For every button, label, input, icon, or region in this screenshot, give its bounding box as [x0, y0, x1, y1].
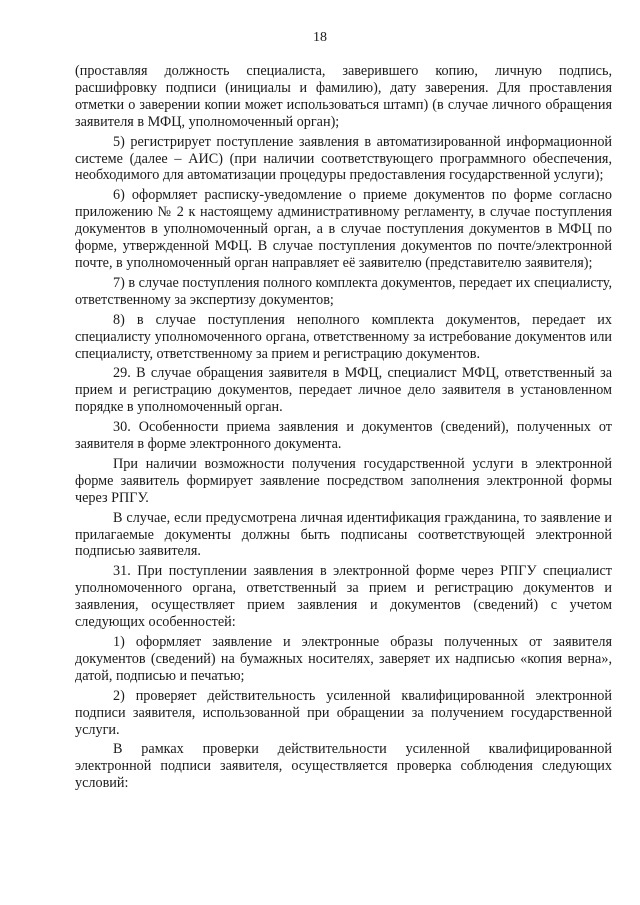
paragraph-signature-check: В рамках проверки действительности усиленной квалифицированной электронной подписи заявителя, осуществляется проверка соблюдения следующих условий:	[75, 741, 612, 792]
paragraph-subitem-1: 1) оформляет заявление и электронные образы полученных от заявителя документов (сведений) на бумажных носителях, заверяет их надписью «копия верна», датой, подписью и печатью;	[75, 634, 612, 684]
paragraph-electronic-form: При наличии возможности получения государственной услуги в электронной форме заявитель формирует заявление посредством заполнения электронной формы через РПГУ.	[75, 455, 612, 506]
paragraph-item-7: 7) в случае поступления полного комплекта документов, передает их специалисту, ответственному за экспертизу документов;	[75, 274, 612, 308]
paragraph-clause-30: 30. Особенности приема заявления и документов (сведений), полученных от заявителя в форме электронного документа.	[75, 419, 612, 453]
paragraph-continuation: (проставляя должность специалиста, заверившего копию, личную подпись, расшифровку подписи (инициалы и фамилию), дату заверения. Для проставления отметки о заверении копии может использоваться штамп) (в случае личного обращения заявителя в МФЦ, уполномоченный орган);	[75, 63, 612, 130]
paragraph-identification: В случае, если предусмотрена личная идентификация гражданина, то заявление и прилагаемые документы должны быть подписаны соответствующей электронной подписью заявителя.	[75, 509, 612, 560]
paragraph-clause-31: 31. При поступлении заявления в электронной форме через РПГУ специалист уполномоченного органа, ответственный за прием и регистрацию документов и заявления, осуществляет прием заявления и документов (сведений) с учетом следующих особенностей:	[75, 563, 612, 631]
paragraph-subitem-2: 2) проверяет действительность усиленной квалифицированной электронной подписи заявителя, использованной при обращении за получением государственной услуги.	[75, 687, 612, 738]
paragraph-item-8: 8) в случае поступления неполного комплекта документов, передает их специалисту уполномоченного органа, ответственному за истребование документов или специалисту, ответственному за прием и регистрацию документов.	[75, 311, 612, 362]
paragraph-item-6: 6) оформляет расписку-уведомление о приеме документов по форме согласно приложению № 2 к настоящему административному регламенту, в случае поступления документов в уполномоченный орган, а в случае поступления документов в МФЦ по форме, утвержденной МФЦ. В случае поступления документов по почте/электронной почте, в уполномоченный орган направляет её заявителю (представителю заявителя);	[75, 187, 612, 271]
paragraph-item-5: 5) регистрирует поступление заявления в автоматизированной информационной системе (далее – АИС) (при наличии соответствующего программного обеспечения, необходимого для автоматизации процедуры предоставления государственной услуги);	[75, 133, 612, 184]
paragraph-clause-29: 29. В случае обращения заявителя в МФЦ, специалист МФЦ, ответственный за прием и регистрацию документов, передает личное дело заявителя в установленном порядке в уполномоченный орган.	[75, 365, 612, 416]
page-number: 18	[313, 30, 327, 45]
document-body	[75, 63, 612, 795]
